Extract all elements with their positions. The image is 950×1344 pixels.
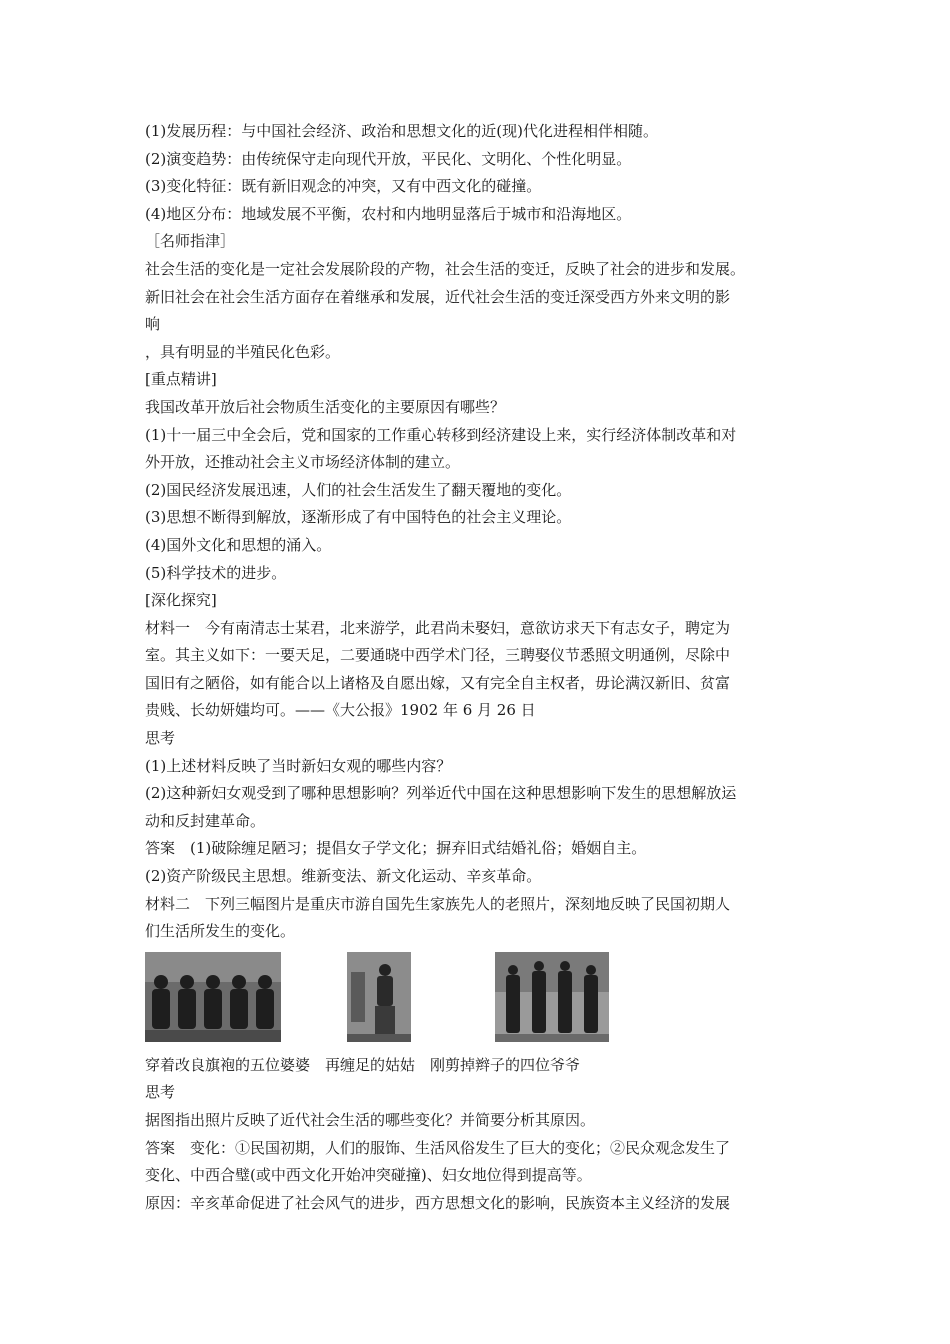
text-line: 材料二 下列三幅图片是重庆市游自国先生家族先人的老照片，深刻地反映了民国初期人: [145, 894, 731, 913]
text-line: 国旧有之陋俗，如有能合以上诸格及自愿出嫁，又有完全自主权者，毋论满汉新旧、贫富: [145, 673, 731, 692]
text-line: (4)地区分布：地域发展不平衡，农村和内地明显落后于城市和沿海地区。: [145, 204, 632, 223]
text-line: 原因：辛亥革命促进了社会风气的进步，西方思想文化的影响，民族资本主义经济的发展: [145, 1193, 731, 1212]
photo-five-grandmothers: [145, 952, 281, 1042]
text-block-bottom: [145, 1079, 825, 1217]
text-line: ［名师指津］: [145, 232, 236, 251]
text-line: 外开放，还推动社会主义市场经济体制的建立。: [145, 453, 461, 472]
text-line: 材料一 今有南清志士某君，北来游学，此君尚未娶妇，意欲访求天下有志女子，聘定为: [145, 618, 731, 637]
text-line: ，具有明显的半殖民化色彩。: [145, 342, 341, 361]
text-line: (1)上述材料反映了当时新妇女观的哪些内容？: [145, 756, 452, 775]
text-line: 社会生活的变化是一定社会发展阶段的产物，社会生活的变迁，反映了社会的进步和发展。: [145, 259, 746, 278]
text-line: 动和反封建革命。: [145, 811, 266, 830]
text-line: (3)思想不断得到解放，逐渐形成了有中国特色的社会主义理论。: [145, 508, 572, 527]
text-line: (1)发展历程：与中国社会经济、政治和思想文化的近(现)代化进程相伴相随。: [145, 122, 658, 140]
text-line: 我国改革开放后社会物质生活变化的主要原因有哪些？: [145, 397, 506, 416]
text-line: (2)国民经济发展迅速，人们的社会生活发生了翻天覆地的变化。: [145, 480, 572, 499]
text-line: (3)变化特征：既有新旧观念的冲突，又有中西文化的碰撞。: [145, 177, 542, 196]
document-body: [145, 118, 825, 1217]
text-line: 思考: [145, 1083, 176, 1102]
photo-four-grandfathers: [495, 952, 609, 1042]
photo-row: [145, 952, 825, 1052]
text-line: (2)这种新妇女观受到了哪种思想影响？列举近代中国在这种思想影响下发生的思想解放运: [145, 784, 737, 803]
text-line: (4)国外文化和思想的涌入。: [145, 535, 332, 554]
text-line: (2)演变趋势：由传统保守走向现代开放，平民化、文明化、个性化明显。: [145, 149, 632, 168]
text-line: (1)十一届三中全会后，党和国家的工作重心转移到经济建设上来，实行经济体制改革和对: [145, 425, 737, 444]
text-line: [重点精讲]: [145, 370, 217, 389]
text-block-top: [145, 118, 825, 946]
text-line: 据图指出照片反映了近代社会生活的哪些变化？并简要分析其原因。: [145, 1111, 596, 1129]
text-line: 思考: [145, 729, 176, 748]
text-line: [深化探究]: [145, 591, 217, 610]
text-line: 变化、中西合璧(或中西文化开始冲突碰撞)、妇女地位得到提高等。: [145, 1166, 592, 1185]
text-line: 贵贱、长幼妍媸均可。——《大公报》1902 年 6 月 26 日: [145, 701, 536, 720]
text-line: (5)科学技术的进步。: [145, 563, 287, 582]
text-line: 室。其主义如下：一要天足，二要通晓中西学术门径，三聘娶仪节悉照文明通例，尽除中: [145, 646, 731, 665]
text-line: 响: [145, 315, 161, 334]
text-line: (2)资产阶级民主思想。维新变法、新文化运动、辛亥革命。: [145, 867, 542, 886]
photo-captions: 穿着改良旗袍的五位婆婆 再缠足的姑姑 刚剪掉辫子的四位爷爷: [145, 1055, 581, 1074]
text-line: 答案 变化：①民国初期，人们的服饰、生活风俗发生了巨大的变化；②民众观念发生了: [145, 1138, 731, 1157]
photo-aunt: [347, 952, 411, 1042]
text-line: 们生活所发生的变化。: [145, 922, 296, 941]
text-line: 新旧社会在社会生活方面存在着继承和发展，近代社会生活的变迁深受西方外来文明的影: [145, 287, 731, 306]
text-line: 答案 (1)破除缠足陋习；提倡女子学文化；摒弃旧式结婚礼俗；婚姻自主。: [145, 839, 647, 858]
